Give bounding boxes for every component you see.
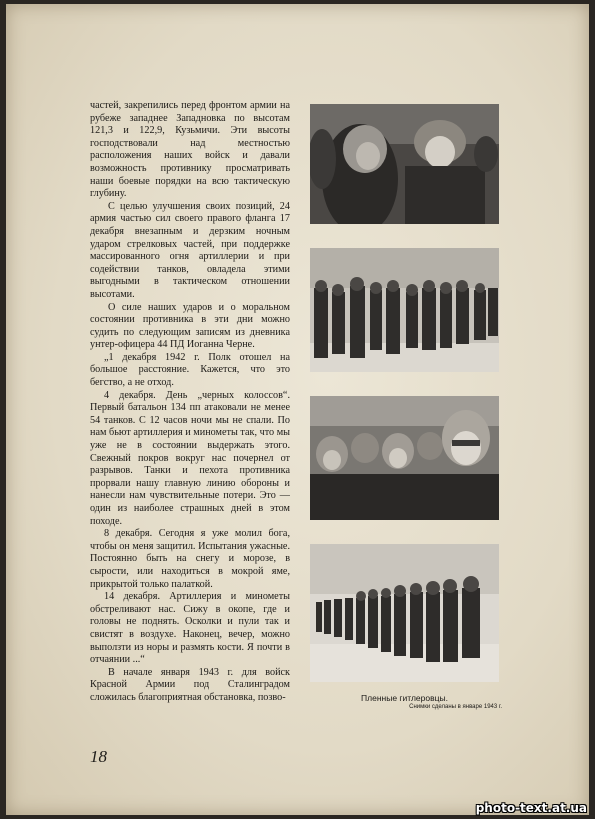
photo-date-note: Снимки сделаны в январе 1943 г. [409, 704, 502, 710]
article-text [90, 100, 290, 705]
book-page [6, 4, 589, 815]
photo-prisoner-march [310, 544, 499, 682]
site-watermark: photo-text.at.ua [475, 801, 587, 815]
paragraph: С целью улучшения своих позиций, 24 армия частью сил своего правого фланга 17 декабря внезапным и дерзким ночным ударом стрелковых частей, при поддержке массированного огня артиллерии и при содействии танков, овладела этими выгодными в тактическом отношении высотами. [90, 200, 290, 300]
paragraph: О силе наших ударов и о моральном состоянии противника в эти дни можно судить по следующим записям из дневника унтер-офицера 44 ПД Иоганна Черне. [90, 301, 290, 351]
photo-prisoners-closeup [310, 104, 499, 224]
diary-entry: 4 декабря. День „черных колоссов“. Первый батальон 134 пп атаковали не менее 54 танков. С 12 часов ночи мы не спали. По нам бьют артиллерия и минометы так, что мы уже не в состоянии выдержать этого. Свежный покров вокруг нас почернел от разрывов. Танки и пехота противника прорвали нашу главную линию обороны и нанесли нам чувствительные потери. Это — один из наиболее страшных дней в этом походе. [90, 389, 290, 527]
page-number: 18 [90, 747, 107, 766]
photo-prisoner-column [310, 248, 499, 372]
photo-caption: Пленные гитлеровцы. [361, 693, 448, 703]
paragraph: В начале января 1943 г. для войск Красной Армии под Сталинградом сложилась благоприятная обстановка, позво- [90, 666, 290, 703]
photo-prisoners-group [310, 396, 499, 520]
diary-entry: „1 декабря 1942 г. Полк отошел на большое расстояние. Кажется, что это бегство, а не отход. [90, 351, 290, 389]
diary-entry: 8 декабря. Сегодня я уже молил бога, чтобы он меня защитил. Испытания ужасные. Постоянно быть на снегу и морозе, в сырости, или находиться в мокрой яме, прикрытой только палаткой. [90, 528, 290, 590]
paragraph: частей, закрепились перед фронтом армии на рубеже западнее Западновка по высотам 121,3 и 122,9, Кузьмичи. Эти высоты господствовали над местностью расположения наших войск и давали возможность противнику просматривать наши боевые порядки на всю тактическую глубину. [90, 100, 290, 200]
diary-entry: 14 декабря. Артиллерия и минометы обстреливают нас. Сижу в окопе, где и головы не поднять. Осколки и пули так и свистят в воздухе. Наконец, вечер, можно выползти из норы и размять кости. Я почти в отчаянии ...“ [90, 591, 290, 666]
